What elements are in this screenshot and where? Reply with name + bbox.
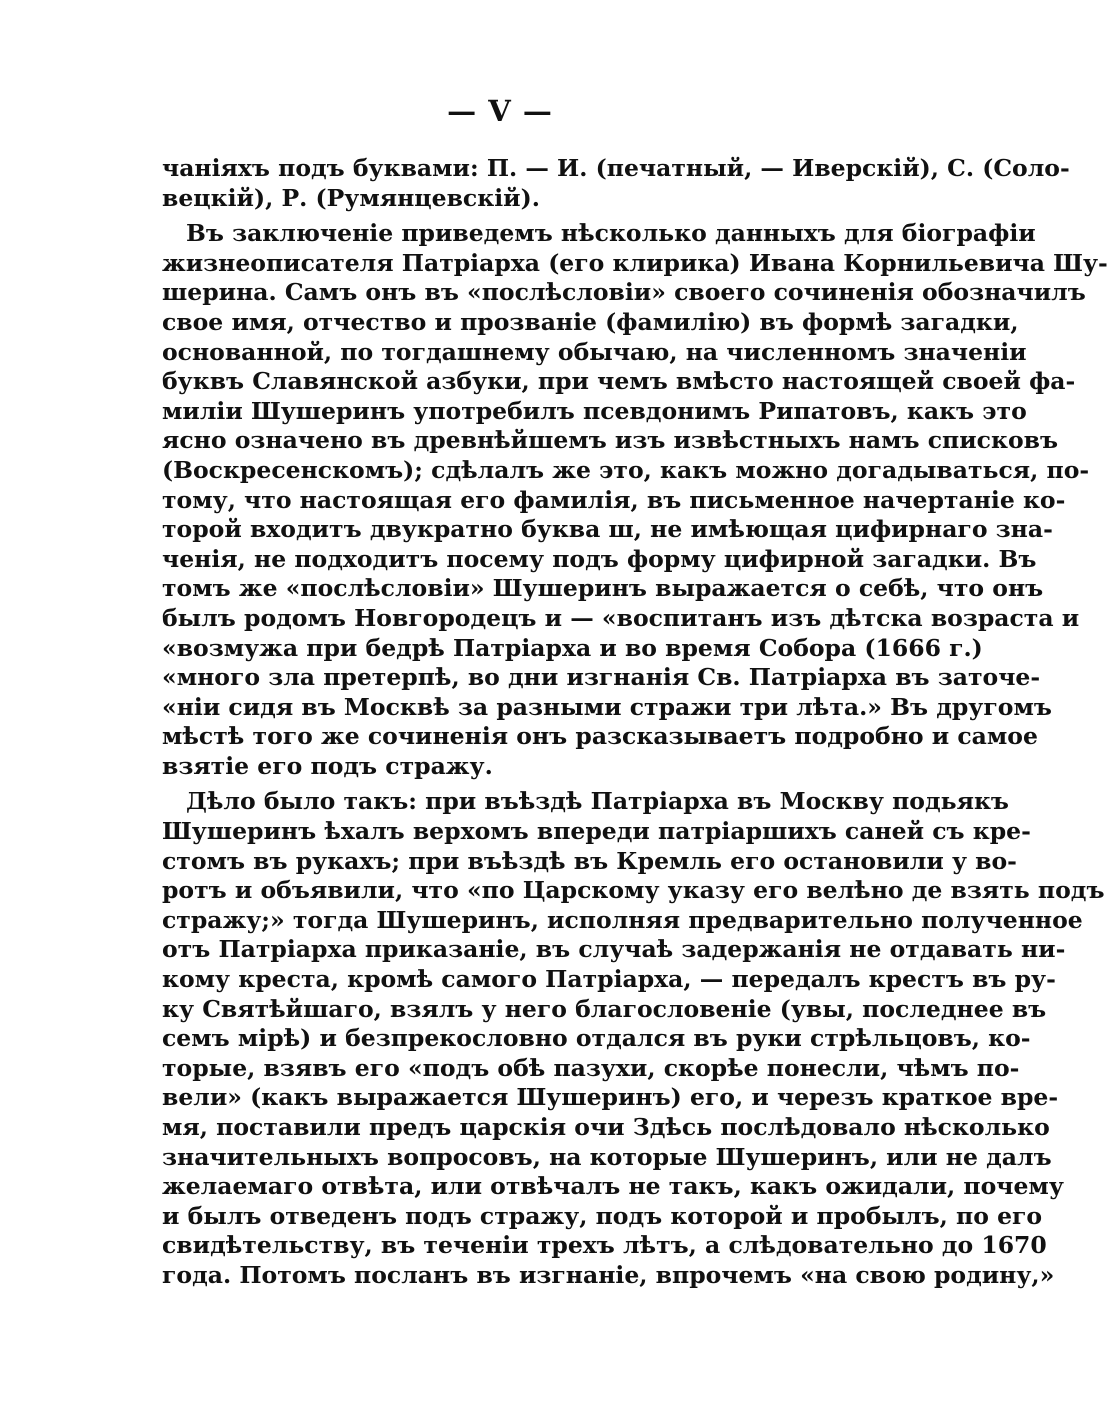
body-text: [162, 154, 1108, 1291]
text-line: свое имя, отчество и прозваніе (фамилію) въ формѣ загадки,: [162, 307, 1019, 336]
text-line: «возмужа при бедрѣ Патріарха и во время Собора (1666 г.): [162, 633, 983, 662]
text-line: «ніи сидя въ Москвѣ за разными стражи три лѣта.» Въ другомъ: [162, 692, 1052, 721]
text-line: вели» (какъ выражается Шушеринъ) его, и черезъ краткое вре-: [162, 1083, 1059, 1112]
text-line: ченія, не подходитъ посему подъ форму цифирной загадки. Въ: [162, 544, 1037, 573]
text-line: стражу;» тогда Шушеринъ, исполняя предварительно полученное: [162, 905, 1083, 934]
text-line: отъ Патріарха приказаніе, въ случаѣ задержанія не отдавать ни-: [162, 935, 1066, 964]
text-line: мя, поставили предъ царскія очи Здѣсь послѣдовало нѣсколько: [162, 1113, 1050, 1141]
text-line: жизнеописателя Патріарха (его клирика) Ивана Корнильевича Шу-: [162, 248, 1108, 277]
text-line: основанной, по тогдашнему обычаю, на численномъ значеніи: [162, 337, 1027, 366]
text-line: взятіе его подъ стражу.: [162, 751, 493, 780]
text-line: вецкій), Р. (Румянцевскій).: [162, 183, 540, 212]
text-line: тому, что настоящая его фамилія, въ письменное начертаніе ко-: [162, 485, 1066, 514]
text-line: семъ мірѣ) и безпрекословно отдался въ руки стрѣльцовъ, ко-: [162, 1024, 1031, 1053]
text-line: года. Потомъ посланъ въ изгнаніе, впрочемъ «на свою родину,»: [162, 1260, 1055, 1289]
text-line: Шушеринъ ѣхалъ верхомъ впереди патріаршихъ саней съ кре-: [162, 817, 1031, 846]
text-line: ку Святѣйшаго, взялъ у него благословеніе (увы, последнее въ: [162, 994, 1047, 1023]
page-number: — V —: [447, 94, 553, 128]
text-line: желаемаго отвѣта, или отвѣчалъ не такъ, какъ ожидали, почему: [162, 1172, 1064, 1201]
text-line: Въ заключеніе приведемъ нѣсколько данныхъ для біографіи: [186, 219, 1036, 248]
text-line: и былъ отведенъ подъ стражу, подъ которой и пробылъ, по его: [162, 1201, 1043, 1230]
text-line: чаніяхъ подъ буквами: П. — И. (печатный, — Иверскій), С. (Соло-: [162, 154, 1070, 182]
text-line: ротъ и объявили, что «по Царскому указу его велѣно де взять подъ: [162, 876, 1105, 905]
text-line: свидѣтельству, въ теченіи трехъ лѣтъ, а слѣдовательно до 1670: [162, 1231, 1047, 1260]
text-line: «много зла претерпѣ, во дни изгнанія Св. Патріарха въ заточе-: [162, 663, 1041, 692]
text-line: значительныхъ вопросовъ, на которые Шушеринъ, или не далъ: [162, 1142, 1052, 1171]
text-line: мѣстѣ того же сочиненія онъ разсказываетъ подробно и самое: [162, 722, 1038, 751]
text-line: миліи Шушеринъ употребилъ псевдонимъ Рипатовъ, какъ это: [162, 396, 1027, 425]
text-line: шерина. Самъ онъ въ «послѣсловіи» своего сочиненія обозначилъ: [162, 278, 1086, 307]
text-line: Дѣло было такъ: при въѣздѣ Патріарха въ Москву подьякъ: [186, 787, 1009, 816]
text-line: (Воскресенскомъ); сдѣлалъ же это, какъ можно догадываться, по-: [162, 455, 1090, 484]
text-line: кому креста, кромѣ самого Патріарха, — передалъ крестъ въ ру-: [162, 965, 1056, 994]
text-line: торой входитъ двукратно буква ш, не имѣющая цифирнаго зна-: [162, 515, 1053, 544]
text-line: стомъ въ рукахъ; при въѣздѣ въ Кремль его остановили у во-: [162, 846, 1017, 875]
text-line: буквъ Славянской азбуки, при чемъ вмѣсто настоящей своей фа-: [162, 367, 1076, 396]
text-line: былъ родомъ Новгородецъ и — «воспитанъ изъ дѣтска возраста и: [162, 603, 1080, 632]
text-line: ясно означено въ древнѣйшемъ изъ извѣстныхъ намъ списковъ: [162, 426, 1058, 455]
text-line: томъ же «послѣсловіи» Шушеринъ выражается о себѣ, что онъ: [162, 574, 1044, 603]
text-line: торые, взявъ его «подъ обѣ пазухи, скорѣе понесли, чѣмъ по-: [162, 1053, 1020, 1082]
